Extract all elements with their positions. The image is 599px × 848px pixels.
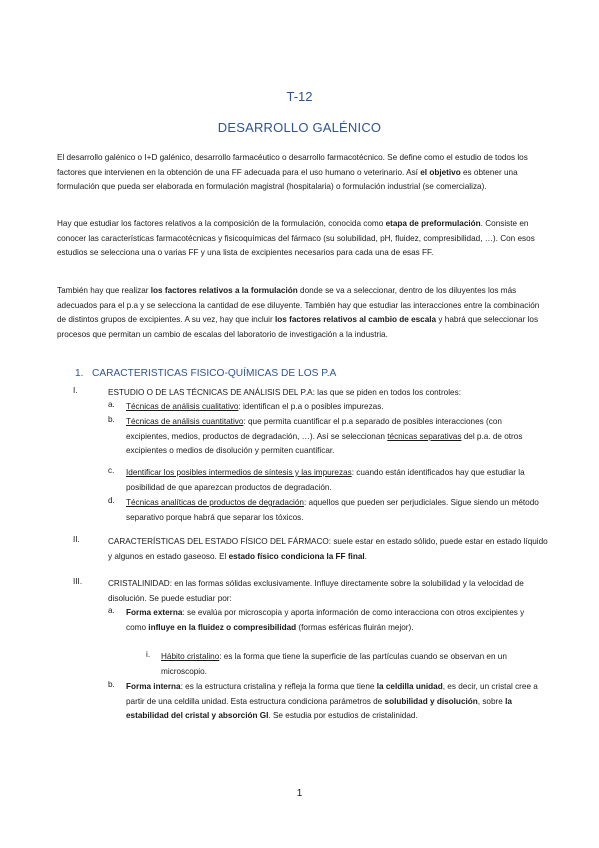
emphasis-text: los factores relativos a la formulación (150, 286, 298, 295)
intro-paragraph (57, 284, 547, 342)
list-number: I. (73, 386, 78, 395)
emphasis-text: estado físico condiciona la FF final (228, 551, 365, 561)
text-run: del p.a. de otros excipientes o medios de disolución y permiten cuantificar. (126, 431, 523, 456)
text-run: : identifican el p.a o posibles impurezas. (238, 402, 384, 411)
list-item (126, 415, 546, 459)
list-letter: d. (108, 496, 115, 505)
text-run: . Se estudia por estudios de cristalinidad. (268, 711, 418, 721)
text-run: , sobre (477, 696, 506, 706)
underlined-term: Hábito cristalino (161, 652, 220, 661)
text-run: También hay que realizar (57, 286, 151, 295)
emphasis-text: etapa de preformulación (385, 219, 481, 228)
list-letter: b. (108, 680, 115, 689)
page-number: 1 (296, 788, 303, 799)
underlined-term: Técnicas de análisis cuantitativo (126, 417, 244, 426)
intro-paragraph (57, 151, 547, 195)
list-item (108, 535, 548, 564)
list-item (126, 466, 546, 495)
text-run: CARACTERÍSTICAS DEL ESTADO FÍSICO DEL FÁRMACO: suele estar en estado sólido, puede estar en estado líquido y algunos en estado gaseoso. El (108, 537, 548, 561)
emphasis-text: Forma externa (126, 608, 183, 617)
list-letter: c. (108, 466, 115, 475)
underlined-term: Identificar los posibles intermedios de síntesis y las impurezas (126, 468, 352, 477)
emphasis-text: influye en la fluidez o compresibilidad (148, 622, 297, 632)
document-title: DESARROLLO GALÉNICO (217, 120, 382, 135)
text-run: : aquellos que pueden ser perjudiciales. Sigue siendo un método separativo porque habrá que separar los tóxicos. (126, 498, 539, 522)
text-run: : es la estructura cristalina y refleja la forma que tiene (180, 682, 377, 691)
list-number: III. (73, 577, 83, 586)
text-run: ESTUDIO O DE LAS TÉCNICAS DE ANÁLISIS DEL P.A: las que se piden en todos los controles: (108, 388, 461, 397)
list-item (126, 680, 546, 724)
section-number: 1. (75, 368, 84, 379)
document-code: T-12 (286, 89, 313, 104)
underlined-term: Técnicas analíticas de productos de degradación (126, 498, 304, 507)
text-run: : cuando están identificados hay que estudiar la posibilidad de que aparezcan productos de degradación. (126, 468, 525, 492)
list-item (108, 577, 548, 606)
text-run: (formas esféricas fluirán mejor). (296, 622, 414, 632)
list-letter: a. (108, 400, 115, 409)
section-title: CARACTERISTICAS FISICO-QUÍMICAS DE LOS P.A (92, 368, 337, 379)
text-run: Hay que estudiar los factores relativos a la composición de la formulación, conocida como (57, 219, 386, 228)
list-item (126, 400, 546, 415)
list-letter: b. (108, 415, 115, 424)
emphasis-text: el objetivo (420, 167, 461, 177)
emphasis-text: la celdilla unidad (376, 682, 443, 691)
list-subnumber: i. (146, 650, 151, 659)
list-number: II. (73, 535, 80, 544)
text-run: El desarrollo galénico o I+D galénico, desarrollo farmacéutico o desarrollo farmacotécnico. Se define como el estudio de todos los factores que intervienen en la obtención de una FF adecuada para el uso humano o veterinario. Así (57, 153, 528, 177)
section-heading (75, 368, 336, 379)
text-run: . (364, 551, 367, 561)
text-run: : que permita cuantificar el p.a separado de posibles interacciones (con excipientes, medios, productos de degradación, …). Así se seleccionan (126, 417, 502, 441)
list-letter: a. (108, 606, 115, 615)
underlined-term: técnicas separativas (387, 431, 462, 441)
intro-paragraph (57, 217, 547, 261)
text-run: CRISTALINIDAD: en las formas sólidas exclusivamente. Influye directamente sobre la solubilidad y la velocidad de disolución. Se puede estudiar por: (108, 579, 524, 603)
underlined-term: Técnicas de análisis cualitativo (126, 402, 239, 411)
text-run: donde se va a seleccionar, dentro de los diluyentes los más adecuados para el p.a y se selecciona la cantidad de ese diluyente. También hay que estudiar las interacciones entre la combinación de distintos grupos de excipientes. A su vez, hay que incluir (57, 286, 540, 325)
emphasis-text: la estabilidad del cristal y absorción GI (126, 696, 512, 721)
text-run: es obtener una formulación que pueda ser elaborada en formulación magistral (hospitalaria) o formulación industrial (se comercializa). (57, 167, 518, 192)
list-item (126, 496, 546, 525)
emphasis-text: los factores relativos al cambio de escala (275, 315, 437, 325)
list-item (126, 606, 546, 635)
text-run: : se evalúa por microscopia y aporta información de como interacciona con otros excipientes y como (126, 608, 525, 632)
emphasis-text: solubilidad y disolución (384, 696, 478, 706)
list-item (161, 650, 541, 679)
text-run: y habrá que seleccionar los procesos que permitan un cambio de escalas del laboratorio de investigación a la industria. (57, 315, 539, 339)
list-item (108, 386, 548, 401)
emphasis-text: Forma interna (126, 682, 181, 691)
text-run: . Consiste en conocer las características farmacotécnicas y fisicoquímicas del fármaco (su solubilidad, pH, fluidez, compresibilidad, …). Con esos estudios se selecciona una o varias FF y una lista de excipientes necesarios para cada una de esas FF. (57, 219, 535, 258)
text-run: , es decir, un cristal cree a partir de una celdilla unidad. Esta estructura condiciona parámetros de (126, 682, 538, 706)
text-run: : es la forma que tiene la superficie de las partículas cuando se observan en un microscopio. (161, 652, 507, 676)
